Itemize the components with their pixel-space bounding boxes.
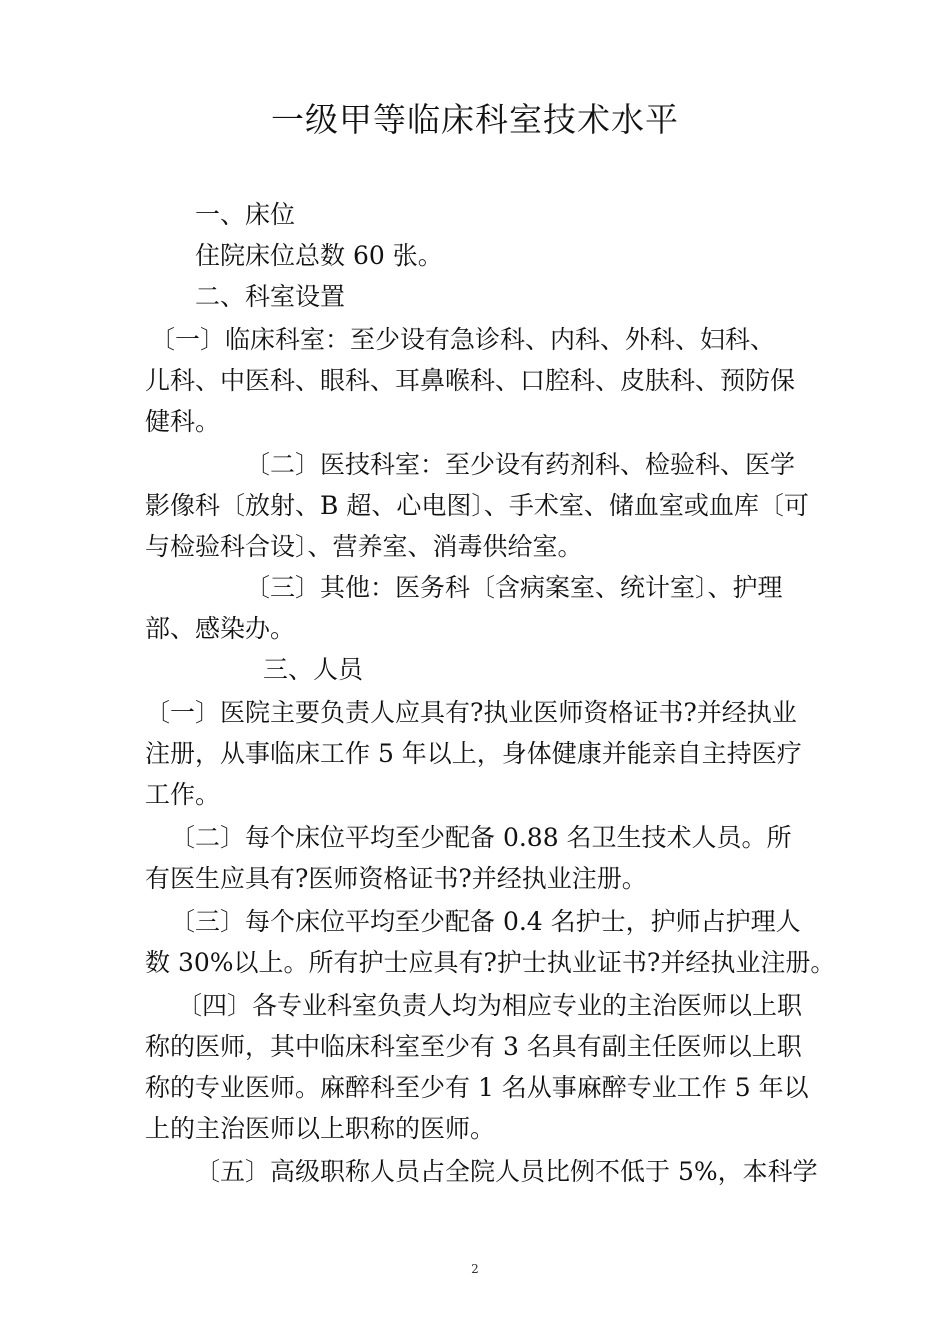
paragraph-line: 上的主治医师以上职称的医师。: [145, 1114, 496, 1143]
paragraph-line: 称的专业医师。麻醉科至少有 1 名从事麻醉专业工作 5 年以: [145, 1073, 809, 1102]
paragraph-line: 〔二〕每个床位平均至少配备 0.88 名卫生技术人员。所: [170, 823, 792, 852]
paragraph-line: 有医生应具有?医师资格证书?并经执业注册。: [145, 864, 647, 893]
paragraph-line: 工作。: [145, 780, 221, 809]
paragraph-line: 〔三〕每个床位平均至少配备 0.4 名护士，护师占护理人: [170, 907, 801, 936]
paragraph-line: 〔二〕医技科室：至少设有药剂科、检验科、医学: [245, 450, 796, 479]
section-heading-departments: 二、科室设置: [195, 282, 346, 311]
page-number: 2: [471, 1262, 479, 1276]
paragraph-line: 影像科〔放射、B 超、心电图〕、手术室、储血室或血库〔可: [145, 491, 809, 520]
paragraph-line: 〔四〕各专业科室负责人均为相应专业的主治医师以上职: [177, 991, 803, 1020]
paragraph-line: 〔三〕其他：医务科〔含病案室、统计室〕、护理: [245, 573, 783, 602]
paragraph-line: 健科。: [145, 407, 221, 436]
paragraph-line: 住院床位总数 60 张。: [195, 241, 443, 270]
paragraph-line: 〔五〕高级职称人员占全院人员比例不低于 5%，本科学: [195, 1157, 818, 1186]
page-title: 一级甲等临床科室技术水平: [271, 100, 679, 139]
section-heading-beds: 一、床位: [195, 200, 296, 229]
paragraph-line: 〔一〕临床科室：至少设有急诊科、内科、外科、妇科、: [150, 325, 776, 354]
paragraph-line: 部、感染办。: [145, 614, 296, 643]
paragraph-line: 称的医师，其中临床科室至少有 3 名具有副主任医师以上职: [145, 1032, 802, 1061]
section-heading-staff: 三、人员: [263, 655, 364, 684]
paragraph-line: 数 30%以上。所有护士应具有?护士执业证书?并经执业注册。: [145, 948, 836, 977]
paragraph-line: 儿科、中医科、眼科、耳鼻喉科、口腔科、皮肤科、预防保: [145, 366, 796, 395]
paragraph-line: 与检验科合设〕、营养室、消毒供给室。: [145, 532, 583, 561]
paragraph-line: 注册，从事临床工作 5 年以上，身体健康并能亲自主持医疗: [145, 739, 802, 768]
paragraph-line: 〔一〕医院主要负责人应具有?执业医师资格证书?并经执业: [145, 698, 797, 727]
